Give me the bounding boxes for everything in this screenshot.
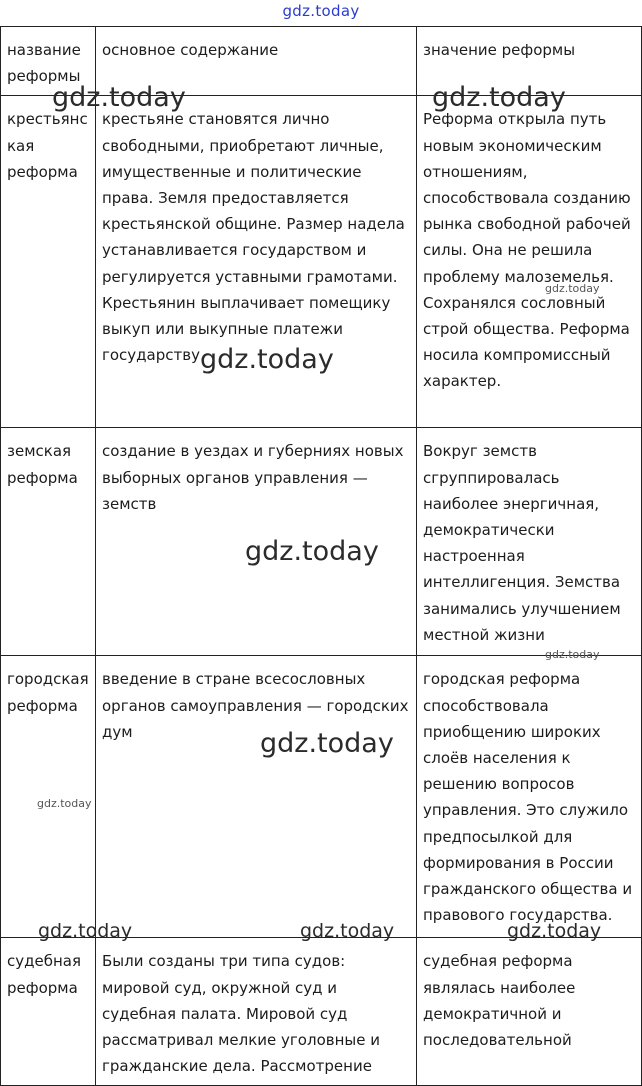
reform-name-cell: крестьянская реформа bbox=[1, 96, 96, 428]
table-header-row bbox=[1, 27, 642, 96]
header-watermark: gdz.today bbox=[282, 2, 360, 20]
watermark: gdz.today bbox=[545, 648, 600, 661]
watermark: gdz.today bbox=[37, 797, 92, 810]
watermark: gdz.today bbox=[545, 282, 600, 295]
table-row bbox=[1, 428, 642, 656]
watermark: gdz.today bbox=[38, 920, 133, 942]
reform-content-cell: введение в стране всесословных органов самоуправления — городских дум bbox=[96, 656, 417, 938]
reform-name-cell: земская реформа bbox=[1, 428, 96, 656]
watermark: gdz.today bbox=[200, 344, 334, 375]
watermark: gdz.today bbox=[507, 920, 602, 942]
reform-name-cell: судебная реформа bbox=[1, 938, 96, 1086]
header-main-content: основное содержание bbox=[96, 27, 417, 96]
watermark: gdz.today bbox=[245, 536, 379, 567]
reform-significance-cell: судебная реформа являлась наиболее демократичной и последовательной bbox=[417, 938, 642, 1086]
reform-significance-cell: Вокруг земств сгруппировалась наиболее энергичная, демократически настроенная интеллигенция. Земства занимались улучшением местной жизни bbox=[417, 428, 642, 656]
reform-significance-cell: городская реформа способствовала приобщению широких слоёв населения к решению вопросов управления. Это служило предпосылкой для формирования в России гражданского общества и правового государства. bbox=[417, 656, 642, 938]
header-significance: значение реформы bbox=[417, 27, 642, 96]
reform-content-cell: крестьяне становятся лично свободными, приобретают личные, имущественные и политические права. Земля предоставляется крестьянской общине. Размер надела устанавливается государством и регулируется уставными грамотами. Крестьянин выплачивает помещику выкуп или выкупные платежи государству. bbox=[96, 96, 417, 428]
reform-content-cell: Были созданы три типа судов: мировой суд, окружной суд и судебная палата. Мировой суд рассматривал мелкие уголовные и гражданские дела. Рассмотрение bbox=[96, 938, 417, 1086]
reform-significance-cell: Реформа открыла путь новым экономическим отношениям, способствовала созданию рынка свободной рабочей силы. Она не решила проблему малоземелья. Сохранялся сословный строй общества. Реформа носила компромиссный характер. bbox=[417, 96, 642, 428]
table-row bbox=[1, 96, 642, 428]
watermark: gdz.today bbox=[432, 82, 566, 113]
table-row bbox=[1, 938, 642, 1086]
header-reform-name: название реформы bbox=[1, 27, 96, 96]
table-row bbox=[1, 656, 642, 938]
watermark: gdz.today bbox=[52, 82, 186, 113]
watermark: gdz.today bbox=[260, 728, 394, 759]
reform-name-cell: городская реформа bbox=[1, 656, 96, 938]
watermark: gdz.today bbox=[300, 920, 395, 942]
reform-content-cell: создание в уездах и губерниях новых выборных органов управления — земств bbox=[96, 428, 417, 656]
reforms-table bbox=[0, 26, 642, 1086]
